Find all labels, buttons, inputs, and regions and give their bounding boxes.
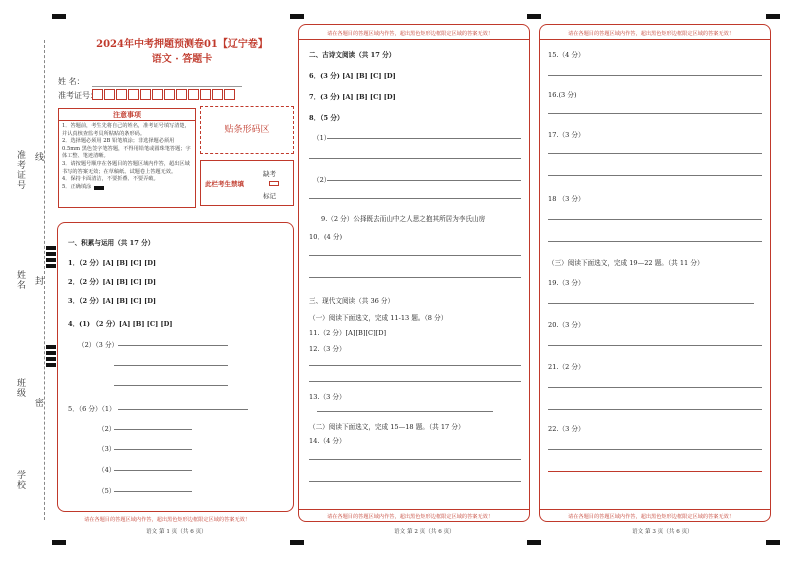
question-1-options[interactable]: 1．（2 分）[A] [B] [C] [D]: [68, 259, 157, 267]
divider: [299, 509, 529, 510]
absent-forbidden-label: 此栏考生禁填: [205, 180, 244, 188]
question-8-label: 8．（5 分）: [309, 114, 344, 122]
question-11-options[interactable]: 11.（2 分）[A][B][C][D]: [309, 329, 387, 337]
question-5-label: 5．（6 分）（1）: [68, 405, 116, 413]
binding-label-school: 学校: [15, 470, 25, 490]
question-5-4-label: （4）: [98, 466, 116, 474]
answer-line[interactable]: [309, 198, 521, 199]
answer-line[interactable]: [548, 449, 762, 450]
registration-mark: [46, 345, 56, 349]
barcode-area: 贴条形码区: [200, 106, 294, 154]
notice-item: 4．保持卡面清洁，不要折叠、不要弄破。: [62, 176, 159, 183]
binding-label-secret: 密: [33, 398, 43, 408]
answer-line[interactable]: [548, 345, 762, 346]
answer-line[interactable]: [114, 470, 192, 471]
answer-line[interactable]: [309, 365, 521, 366]
answer-line[interactable]: [118, 345, 228, 346]
answer-line[interactable]: [114, 429, 192, 430]
question-8-2-label: （2）: [313, 176, 331, 184]
question-6-options[interactable]: 6．(3 分) [A] [B] [C] [D]: [309, 72, 396, 80]
boundary-warning: 请在各题目的答题区域内作答，超出黑色矩形边框限定区域的答案无效！: [568, 31, 735, 37]
answer-line[interactable]: [548, 409, 762, 410]
divider: [540, 509, 770, 510]
answer-line[interactable]: [327, 180, 521, 181]
answer-line[interactable]: [114, 491, 192, 492]
subsection-2-title: （二）阅读下面选文，完成 15—18 题。（共 17 分）: [309, 423, 465, 431]
question-3-options[interactable]: 3．（2 分）[A] [B] [C] [D]: [68, 297, 157, 305]
section-1-title: 一、积累与运用（共 17 分）: [68, 239, 155, 247]
question-2-options[interactable]: 2．（2 分）[A] [B] [C] [D]: [68, 278, 157, 286]
question-5-2-label: （2）: [98, 425, 116, 433]
divider: [540, 39, 770, 40]
question-9-text: 9.（2 分）公择既去而山中之人思之抱其所居为李氏山房: [321, 215, 486, 223]
answer-line[interactable]: [548, 303, 754, 304]
absent-mark-box: [200, 160, 294, 206]
name-field[interactable]: [92, 86, 242, 87]
notice-item: 1．答题前，考生先将自己的姓名，准考证号填写清楚，并认真核查监考员所粘贴的条形码。: [62, 123, 190, 137]
binding-label-name: 姓名: [15, 270, 25, 290]
registration-mark: [46, 363, 56, 367]
absent-missing-label: 缺考: [263, 170, 276, 178]
binding-label-line: 线: [33, 152, 43, 162]
question-4-2-label: （2）（3 分）: [78, 341, 119, 349]
notice-heading: 注意事项: [59, 109, 195, 121]
exam-subtitle: 语文 · 答题卡: [151, 54, 213, 65]
question-15-label: 15.（4 分）: [548, 51, 585, 59]
binding-label-exam-id: 准考证号: [15, 150, 25, 190]
boundary-warning: 请在各题目的答题区域内作答，超出黑色矩形边框限定区域的答案无效！: [327, 514, 494, 520]
answer-line[interactable]: [548, 175, 762, 176]
answer-line[interactable]: [548, 219, 762, 220]
question-22-label: 22.（3 分）: [548, 425, 585, 433]
filled-bubble-sample: [94, 186, 104, 190]
page-2-footer: 语文 第 2 页（共 6 页）: [394, 529, 455, 535]
question-12-label: 12.（3 分）: [309, 345, 346, 353]
page-3-box: [539, 24, 771, 522]
boundary-warning: 请在各题目的答题区域内作答，超出黑色矩形边框限定区域的答案无效！: [568, 514, 735, 520]
answer-line[interactable]: [309, 381, 521, 382]
question-17-label: 17.（3 分）: [548, 131, 585, 139]
answer-line[interactable]: [309, 277, 521, 278]
answer-line[interactable]: [317, 411, 493, 412]
answer-line[interactable]: [548, 75, 762, 76]
question-8-1-label: （1）: [313, 134, 331, 142]
registration-mark: [527, 540, 541, 545]
answer-line[interactable]: [327, 138, 521, 139]
answer-line[interactable]: [548, 113, 762, 114]
answer-line[interactable]: [548, 471, 762, 472]
answer-line[interactable]: [114, 385, 228, 386]
page-3-footer: 语文 第 3 页（共 6 页）: [632, 529, 693, 535]
question-5-3-label: （3）: [98, 445, 116, 453]
answer-line[interactable]: [114, 365, 228, 366]
registration-mark: [766, 540, 780, 545]
registration-mark: [290, 14, 304, 19]
registration-mark: [46, 351, 56, 355]
registration-mark: [52, 14, 66, 19]
answer-line[interactable]: [114, 449, 192, 450]
section-3-title: 三、现代文阅读（共 36 分）: [309, 297, 395, 305]
exam-title: 2024年中考押题预测卷01【辽宁卷】: [96, 39, 268, 50]
registration-mark: [46, 246, 56, 250]
divider: [299, 39, 529, 40]
absent-mark-label: 标记: [263, 192, 276, 200]
registration-mark: [46, 264, 56, 268]
subsection-1-title: （一）阅读下面选文，完成 11-13 题。（8 分）: [309, 314, 448, 322]
boundary-warning: 请在各题目的答题区域内作答，超出黑色矩形边框限定区域的答案无效！: [327, 31, 494, 37]
answer-line[interactable]: [548, 387, 762, 388]
question-16-label: 16.(3 分): [548, 91, 577, 99]
registration-mark: [527, 14, 541, 19]
answer-line[interactable]: [548, 153, 762, 154]
question-10-label: 10．(4 分): [309, 233, 343, 241]
question-5-5-label: （5）: [98, 487, 116, 495]
answer-line[interactable]: [309, 481, 521, 482]
question-20-label: 20.（3 分）: [548, 321, 585, 329]
answer-line[interactable]: [309, 459, 521, 460]
question-14-label: 14.（4 分）: [309, 437, 346, 445]
page-1-footer: 语文 第 1 页（共 6 页）: [146, 529, 207, 535]
question-21-label: 21.（2 分）: [548, 363, 585, 371]
registration-mark: [46, 258, 56, 262]
section-1-box: [57, 222, 294, 512]
notice-item: 2．选择题必须用 2B 铅笔填涂；非选择题必须用 0.5mm 黑色签字笔答题，不得用铅笔或圆珠笔答题；字体工整、笔迹清晰。: [62, 138, 191, 160]
exam-id-label: 准考证号：: [58, 91, 98, 100]
registration-mark: [290, 540, 304, 545]
question-13-label: 13.（3 分）: [309, 393, 346, 401]
name-label: 姓 名：: [58, 77, 85, 86]
question-7-options[interactable]: 7．(3 分) [A] [B] [C] [D]: [309, 93, 396, 101]
question-18-label: 18 （3 分）: [548, 195, 585, 203]
answer-line[interactable]: [309, 158, 521, 159]
registration-mark: [46, 252, 56, 256]
question-19-label: 19.（3 分）: [548, 279, 585, 287]
answer-line[interactable]: [118, 409, 248, 410]
notice-item: 3．请按题号顺序在各题目的答题区域内作答，超出区域书写的答案无效；在草稿纸、试题卷上答题无效。: [62, 160, 190, 175]
binding-label-class: 班级: [15, 378, 25, 398]
answer-line[interactable]: [548, 241, 762, 242]
boundary-warning: 请在各题目的答题区域内作答，超出黑色矩形边框限定区域的答案无效！: [84, 517, 251, 523]
notice-item: 5．正确填涂: [62, 184, 192, 192]
page-2-box: [298, 24, 530, 522]
question-4-1-options[interactable]: 4．(1) （2 分）[A] [B] [C] [D]: [68, 320, 173, 328]
registration-mark: [46, 357, 56, 361]
binding-label-seal: 封: [33, 276, 43, 286]
section-2-title: 二、古诗文阅读（共 17 分）: [309, 51, 396, 59]
answer-line[interactable]: [309, 255, 521, 256]
notice-box: [58, 108, 196, 208]
registration-mark: [766, 14, 780, 19]
absent-checkbox[interactable]: [269, 181, 279, 186]
subsection-3-title: （三）阅读下面选文，完成 19—22 题。（共 11 分）: [548, 259, 704, 267]
registration-mark: [52, 540, 66, 545]
